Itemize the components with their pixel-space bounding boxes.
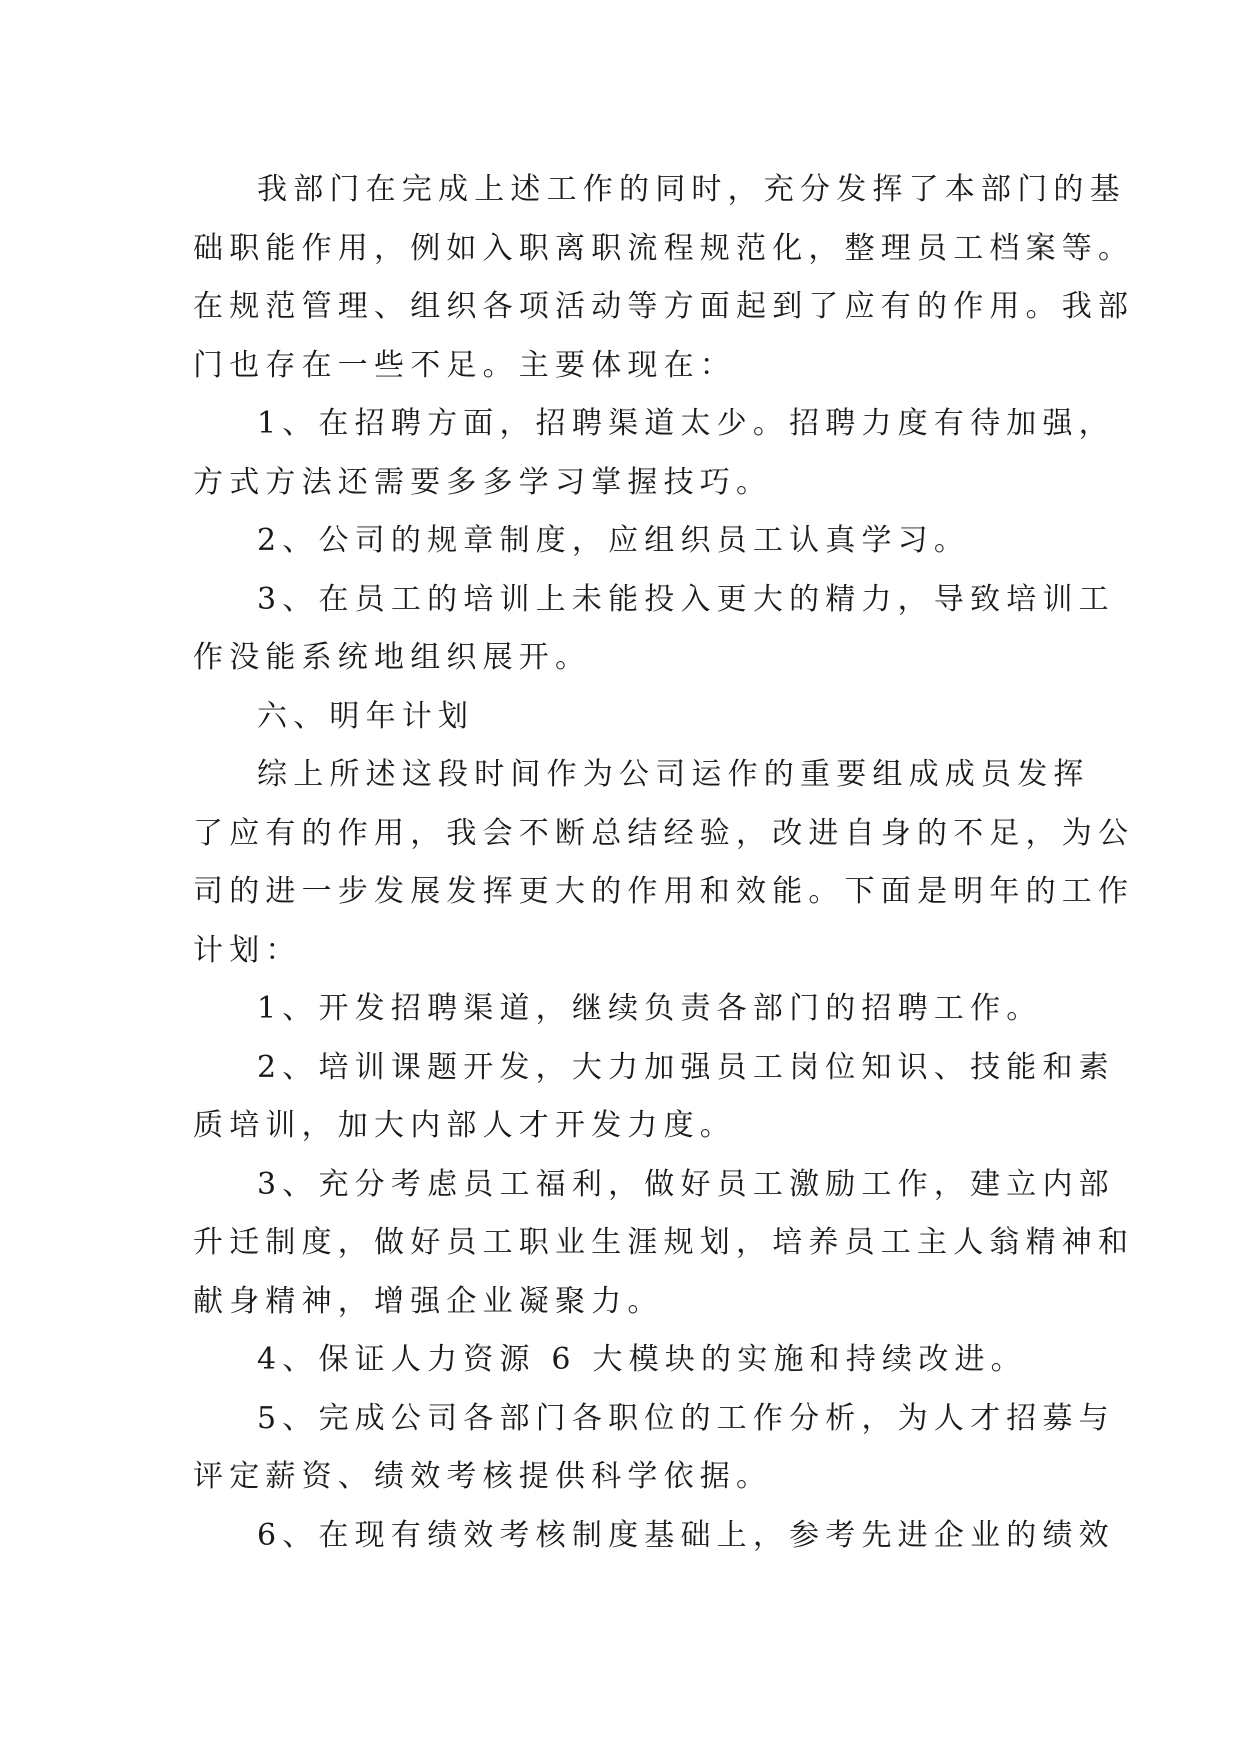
text-line: 1、在招聘方面，招聘渠道太少。招聘力度有待加强， <box>257 406 1115 441</box>
text-line: 6、在现有绩效考核制度基础上，参考先进企业的绩效 <box>257 1517 1115 1553</box>
text-line: 司的进一步发展发挥更大的作用和效能。下面是明年的工作 <box>193 874 1135 909</box>
text-line: 质培训，加大内部人才开发力度。 <box>193 1108 736 1143</box>
text-line: 2、培训课题开发，大力加强员工岗位知识、技能和素 <box>257 1049 1115 1085</box>
text-line: 计划： <box>193 932 302 968</box>
text-line: 3、在员工的培训上未能投入更大的精力，导致培训工 <box>257 581 1115 617</box>
text-line: 综上所述这段时间作为公司运作的重要组成成员发挥 <box>257 757 1090 792</box>
document-page <box>193 161 1135 1565</box>
text-line: 我部门在完成上述工作的同时，充分发挥了本部门的基 <box>257 172 1126 207</box>
text-line: 础职能作用，例如入职离职流程规范化，整理员工档案等。 <box>193 230 1135 266</box>
document-body <box>193 161 1135 1565</box>
text-line: 六、明年计划 <box>257 698 475 734</box>
text-line: 门也存在一些不足。主要体现在： <box>193 347 736 383</box>
text-line: 作没能系统地组织展开。 <box>193 640 592 675</box>
text-line: 4、保证人力资源 6 大模块的实施和持续改进。 <box>257 1342 1027 1377</box>
text-line: 献身精神，增强企业凝聚力。 <box>193 1283 664 1319</box>
text-line: 评定薪资、绩效考核提供科学依据。 <box>193 1459 773 1494</box>
text-line: 3、充分考虑员工福利，做好员工激励工作，建立内部 <box>257 1166 1115 1202</box>
text-line: 1、开发招聘渠道，继续负责各部门的招聘工作。 <box>257 991 1043 1026</box>
text-line: 在规范管理、组织各项活动等方面起到了应有的作用。我部 <box>193 289 1135 324</box>
text-line: 2、公司的规章制度，应组织员工认真学习。 <box>257 523 971 558</box>
text-line: 升迁制度，做好员工职业生涯规划，培养员工主人翁精神和 <box>193 1225 1135 1260</box>
text-line: 方式方法还需要多多学习掌握技巧。 <box>193 464 773 500</box>
text-line: 5、完成公司各部门各职位的工作分析，为人才招募与 <box>257 1400 1115 1436</box>
text-line: 了应有的作用，我会不断总结经验，改进自身的不足，为公 <box>193 815 1135 851</box>
